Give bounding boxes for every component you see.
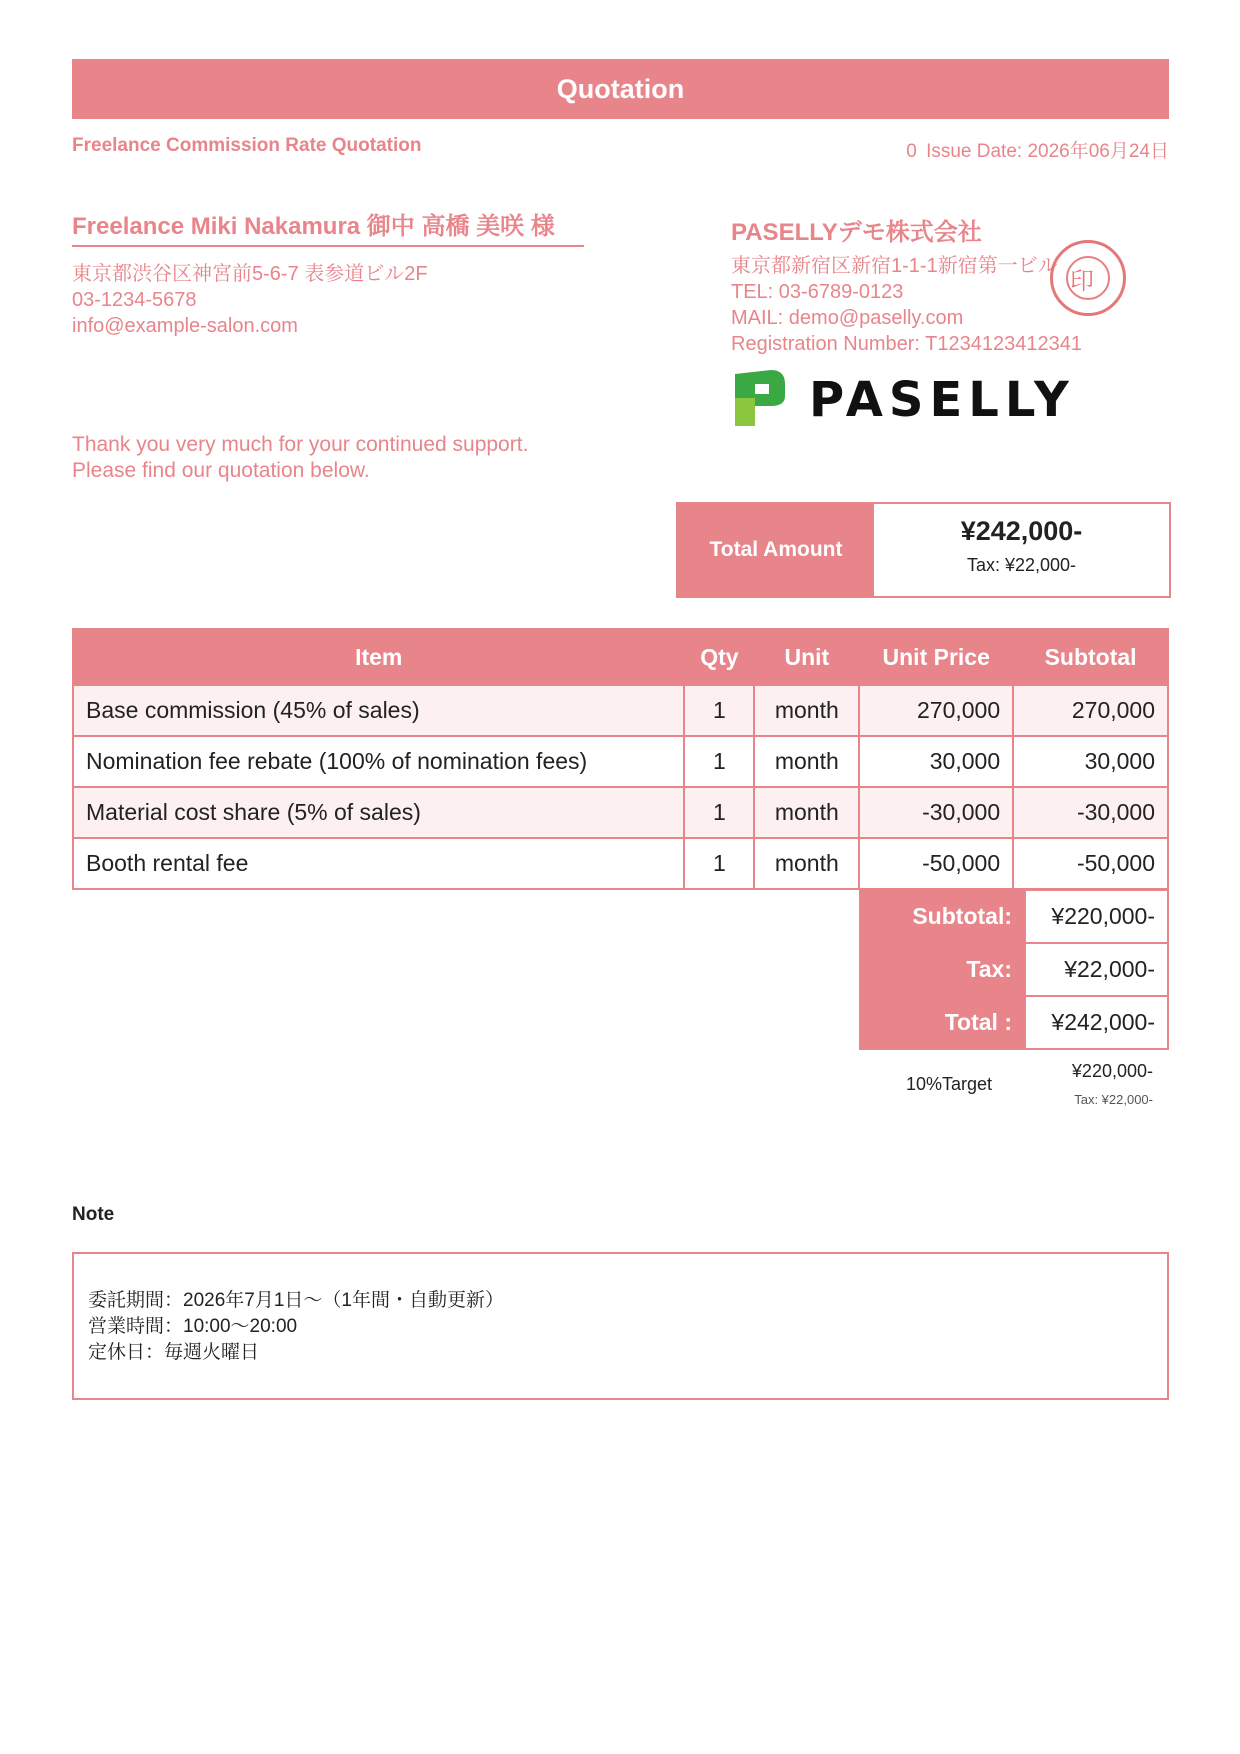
company-mail: MAIL: demo@paselly.com [731,307,964,329]
cell-item: Base commission (45% of sales) [73,685,684,736]
table-row [73,685,1168,736]
cell-unit: month [754,787,859,838]
header-item: Item [73,629,684,685]
company-address: 東京都新宿区新宿1-1-1新宿第一ビル [731,255,1058,277]
cell-subtotal: 270,000 [1013,685,1168,736]
cell-qty: 1 [684,736,754,787]
cell-subtotal: -30,000 [1013,787,1168,838]
total-amount-values [874,504,1169,596]
client-address: 東京都渋谷区神宮前5-6-7 表参道ビル2F [72,263,428,285]
table-row [73,838,1168,889]
document-title: Quotation [72,59,1169,119]
cell-qty: 1 [684,838,754,889]
cell-unit-price: -30,000 [859,787,1013,838]
note-label: Note [72,1204,115,1225]
cell-item: Material cost share (5% of sales) [73,787,684,838]
company-seal-glyph: 印 [1070,268,1094,295]
cell-qty: 1 [684,787,754,838]
note-box [72,1252,1169,1400]
summary-tax-value: ¥22,000- [1025,943,1168,996]
cell-unit-price: 270,000 [859,685,1013,736]
cell-qty: 1 [684,685,754,736]
summary-total-label: Total : [860,996,1025,1049]
cell-unit: month [754,685,859,736]
items-table [72,628,1169,890]
summary-subtotal-label: Subtotal: [860,890,1025,943]
summary-total-value: ¥242,000- [1025,996,1168,1049]
summary-total-row [860,996,1168,1049]
cell-item: Nomination fee rebate (100% of nomination fees) [73,736,684,787]
note-line: 営業時間：10:00～20:00 [88,1316,298,1337]
header-unit: Unit [754,629,859,685]
header-subtotal: Subtotal [1013,629,1168,685]
note-line: 定休日：毎週火曜日 [88,1342,260,1363]
client-email: info@example-salon.com [72,315,298,337]
client-name: Freelance Miki Nakamura 御中 高橋 美咲 様 [72,212,584,247]
cell-subtotal: -50,000 [1013,838,1168,889]
company-registration: Registration Number: T1234123412341 [731,333,1082,355]
cell-unit-price: -50,000 [859,838,1013,889]
total-amount-tax: Tax: ¥22,000- [966,555,1077,575]
greeting [72,432,528,484]
cell-subtotal: 30,000 [1013,736,1168,787]
cell-unit: month [754,838,859,889]
logo-wordmark: PASELLY [809,372,1075,428]
total-amount-label: Total Amount [678,504,874,596]
summary-table [859,889,1169,1050]
company-name: PASELLYデモ株式会社 [731,219,982,246]
note-line: 委託期間：2026年7月1日～（1年間・自動更新） [88,1290,504,1311]
document-subtitle: Freelance Commission Rate Quotation [72,135,422,156]
tax-rate-label: 10%Target [906,1074,993,1094]
issue-number: 0 [906,141,917,162]
header-unit-price: Unit Price [859,629,1013,685]
company-tel: TEL: 03-6789-0123 [731,281,904,303]
table-row [73,787,1168,838]
greeting-line-1: Thank you very much for your continued support. [72,433,529,456]
summary-tax-label: Tax: [860,943,1025,996]
client-block [72,212,584,339]
client-phone: 03-1234-5678 [72,289,197,311]
leaf-logo-icon [731,368,787,428]
summary-subtotal-row [860,890,1168,943]
summary-subtotal-value: ¥220,000- [1025,890,1168,943]
cell-unit-price: 30,000 [859,736,1013,787]
issue-info [902,136,1169,163]
issue-date: Issue Date: 2026年06月24日 [926,141,1169,162]
tax-target-tax: Tax: ¥22,000- [1074,1092,1153,1107]
table-row [73,736,1168,787]
header-qty: Qty [684,629,754,685]
summary-tax-row [860,943,1168,996]
items-header-row [73,629,1168,685]
tax-target-amount: ¥220,000- [1071,1061,1153,1081]
greeting-line-2: Please find our quotation below. [72,459,370,482]
total-amount-box [676,502,1171,598]
cell-item: Booth rental fee [73,838,684,889]
total-amount-value: ¥242,000- [960,516,1083,546]
cell-unit: month [754,736,859,787]
